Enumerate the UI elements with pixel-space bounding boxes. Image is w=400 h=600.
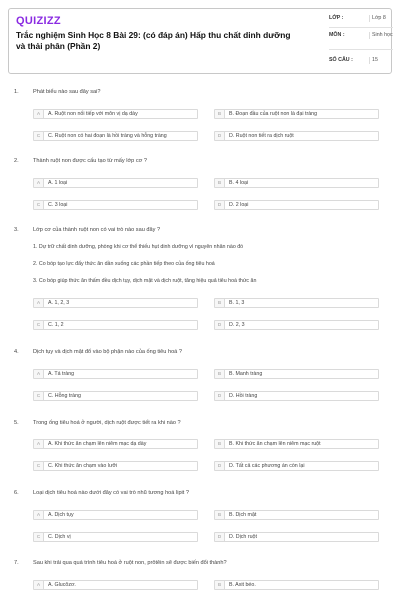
option-text: C. 3 loại xyxy=(48,202,68,208)
question-text: Lớp cơ của thành ruột non có vai trò nào sau đây ? xyxy=(33,227,161,233)
worksheet-header xyxy=(8,8,392,74)
statement-2: 2. Co bóp tạo lực đẩy thức ăn dần xuống các phần tiếp theo của ống tiêu hoá xyxy=(33,261,215,267)
option-letter: D xyxy=(215,392,225,400)
option-letter: D xyxy=(215,533,225,541)
option-letter: B xyxy=(215,179,225,187)
question-number: 6. xyxy=(14,490,19,496)
question-text: Sau khi trải qua quá trình tiêu hoá ở ruột non, prôtêin sẽ được biến đổi thành? xyxy=(33,560,227,566)
statement-3: 3. Co bóp giúp thức ăn thấm đều dịch tụy, dịch mật và dịch ruột, tăng hiệu quả tiêu hoá thức ăn xyxy=(33,278,257,284)
quizizz-logo: QUIZIZZ xyxy=(16,15,61,27)
option-letter: A xyxy=(34,110,44,118)
subject-label: MÔN : xyxy=(329,32,345,38)
option-letter: B xyxy=(215,299,225,307)
option-text: A. Tá tràng xyxy=(48,371,75,377)
meta-divider xyxy=(329,27,393,28)
option-letter: A xyxy=(34,370,44,378)
option-b[interactable] xyxy=(214,109,379,119)
statement-1: 1. Dự trữ chất dinh dưỡng, phòng khi cơ thể thiếu hụt dinh dưỡng vì nguyên nhân nào đó xyxy=(33,244,244,250)
class-label: LỚP : xyxy=(329,15,344,21)
option-b[interactable] xyxy=(214,298,379,308)
class-value: Lớp 8 xyxy=(369,15,393,22)
option-text: C. Hỗng tràng xyxy=(48,393,81,399)
option-a[interactable] xyxy=(33,369,198,379)
option-letter: B xyxy=(215,440,225,448)
question-text: Thành ruột non được cấu tạo từ mấy lớp cơ ? xyxy=(33,158,147,164)
option-b[interactable] xyxy=(214,178,379,188)
question-number: 3. xyxy=(14,227,19,233)
option-letter: B xyxy=(215,511,225,519)
option-letter: A xyxy=(34,440,44,448)
worksheet-title: Trắc nghiệm Sinh Học 8 Bài 29: (có đáp án) Hấp thu chất dinh dưỡng và thải phân (Phần 2) xyxy=(16,30,291,51)
option-a[interactable] xyxy=(33,109,198,119)
option-text: B. 1, 3 xyxy=(229,300,245,306)
option-text: B. Dịch mật xyxy=(229,512,257,518)
option-a[interactable] xyxy=(33,510,198,520)
option-letter: C xyxy=(34,201,44,209)
option-text: A. Dịch tụy xyxy=(48,512,74,518)
option-text: C. 1, 2 xyxy=(48,322,64,328)
option-text: B. Khi thức ăn chạm lên niêm mạc ruột xyxy=(229,441,321,447)
meta-divider xyxy=(329,49,393,50)
option-text: A. 1 loại xyxy=(48,180,68,186)
count-label: SỐ CÂU : xyxy=(329,57,353,63)
option-letter: C xyxy=(34,533,44,541)
option-b[interactable] xyxy=(214,439,379,449)
option-letter: B xyxy=(215,370,225,378)
option-letter: C xyxy=(34,132,44,140)
option-text: A. Khi thức ăn chạm lên niêm mạc dạ dày xyxy=(48,441,147,447)
option-d[interactable] xyxy=(214,320,379,330)
option-b[interactable] xyxy=(214,369,379,379)
question-number: 2. xyxy=(14,158,19,164)
option-c[interactable] xyxy=(33,532,198,542)
option-letter: C xyxy=(34,321,44,329)
option-text: A. Ruột non nối tiếp với môn vị dạ dày xyxy=(48,111,138,117)
option-letter: C xyxy=(34,462,44,470)
option-text: D. Tất cả các phương án còn lại xyxy=(229,463,305,469)
option-text: D. Ruột non tiết ra dịch ruột xyxy=(229,133,294,139)
option-letter: D xyxy=(215,321,225,329)
question-number: 4. xyxy=(14,349,19,355)
option-text: A. Glucôzơ. xyxy=(48,582,76,588)
option-letter: A xyxy=(34,179,44,187)
option-c[interactable] xyxy=(33,320,198,330)
option-letter: C xyxy=(34,392,44,400)
question-number: 1. xyxy=(14,89,19,95)
option-text: D. 2 loại xyxy=(229,202,249,208)
option-letter: B xyxy=(215,581,225,589)
option-text: B. Axit béo. xyxy=(229,582,256,588)
question-number: 5. xyxy=(14,420,19,426)
option-c[interactable] xyxy=(33,461,198,471)
option-d[interactable] xyxy=(214,131,379,141)
option-a[interactable] xyxy=(33,178,198,188)
option-letter: A xyxy=(34,581,44,589)
option-text: A. 1, 2, 3 xyxy=(48,300,70,306)
option-d[interactable] xyxy=(214,532,379,542)
option-a[interactable] xyxy=(33,439,198,449)
option-c[interactable] xyxy=(33,131,198,141)
option-a[interactable] xyxy=(33,298,198,308)
option-c[interactable] xyxy=(33,391,198,401)
count-value: 15 xyxy=(369,57,393,64)
question-text: Loại dịch tiêu hoá nào dưới đây có vai trò nhũ tương hoá lipit ? xyxy=(33,490,190,496)
option-text: D. Hồi tràng xyxy=(229,393,258,399)
question-text: Dịch tụy và dịch mật đổ vào bộ phận nào của ống tiêu hoá ? xyxy=(33,349,182,355)
option-d[interactable] xyxy=(214,461,379,471)
option-text: C. Ruột non có hai đoạn là hồi tràng và hỗng tràng xyxy=(48,133,167,139)
option-letter: A xyxy=(34,511,44,519)
option-letter: D xyxy=(215,132,225,140)
option-text: D. Dịch ruột xyxy=(229,534,257,540)
option-b[interactable] xyxy=(214,510,379,520)
option-letter: D xyxy=(215,462,225,470)
option-c[interactable] xyxy=(33,200,198,210)
option-a[interactable] xyxy=(33,580,198,590)
option-d[interactable] xyxy=(214,200,379,210)
option-text: B. Manh tràng xyxy=(229,371,263,377)
option-text: D. 2, 3 xyxy=(229,322,245,328)
option-letter: A xyxy=(34,299,44,307)
question-number: 7. xyxy=(14,560,19,566)
option-text: B. 4 loại xyxy=(229,180,249,186)
question-text: Phát biểu nào sau đây sai? xyxy=(33,89,101,95)
option-b[interactable] xyxy=(214,580,379,590)
option-text: C. Khi thức ăn chạm vào lưỡi xyxy=(48,463,118,469)
subject-value: Sinh học xyxy=(369,32,393,39)
option-text: B. Đoạn đầu của ruột non là đại tràng xyxy=(229,111,318,117)
question-text: Trong ống tiêu hoá ở người, dịch ruột được tiết ra khi nào ? xyxy=(33,420,181,426)
option-letter: D xyxy=(215,201,225,209)
option-text: C. Dịch vị xyxy=(48,534,71,540)
option-letter: B xyxy=(215,110,225,118)
option-d[interactable] xyxy=(214,391,379,401)
